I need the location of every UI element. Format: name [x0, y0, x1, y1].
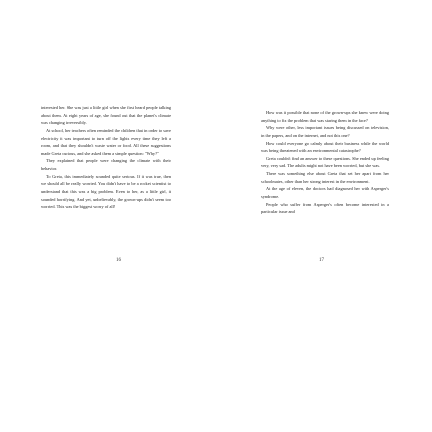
- paragraph: Greta couldn't find an answer to these questions. She ended up feeling very, very sad. The adults might not have been worried, but she was.: [261, 155, 389, 169]
- paragraph: How was it possible that none of the grown-ups she knew were doing anything to fix the problem that was staring them in the face?: [261, 110, 389, 123]
- paragraph: To Greta, this immediately sounded quite serious. If it was true, then we should all be really worried. You didn't have to be a rocket scientist to understand that this was a big problem. Even to her, as a little girl, it sounded horrifying. And yet, unbelievably, the grown-ups didn't seem too worried. This was the biggest worry of all!: [41, 173, 171, 210]
- paragraph: How could everyone go calmly about their business while the world was being threatened with an environmental catastrophe?: [261, 140, 389, 154]
- left-page-text: [41, 104, 171, 211]
- paragraph: People who suffer from Asperger's often become interested in a particular issue and: [261, 201, 389, 215]
- page-number: 16: [116, 258, 121, 263]
- paragraph: There was something else about Greta that set her apart from her schoolmates, other than her strong interest in the environment.: [261, 171, 389, 184]
- paragraph: At school, her teachers often reminded the children that in order to save electricity it was important to turn off the lights every time they left a room, and that they shouldn't waste water or food. All these suggestions made Greta curious, and she asked them a simple question: "Why?": [41, 127, 171, 156]
- page-number: 17: [319, 258, 324, 263]
- paragraph: They explained that people were changing the climate with their behavior.: [41, 158, 171, 171]
- paragraph: interested her. She was just a little girl when she first heard people talking about them. At eight years of age, she found out that the planet's climate was changing irreversibly.: [41, 105, 171, 126]
- paragraph: Why were other, less important issues being discussed on television, in the papers, and on the internet, and not this one?: [261, 125, 389, 138]
- right-page-text: [261, 109, 389, 216]
- paragraph: At the age of eleven, the doctors had diagnosed her with Asperger's syndrome.: [261, 186, 389, 199]
- right-page: [216, 0, 432, 432]
